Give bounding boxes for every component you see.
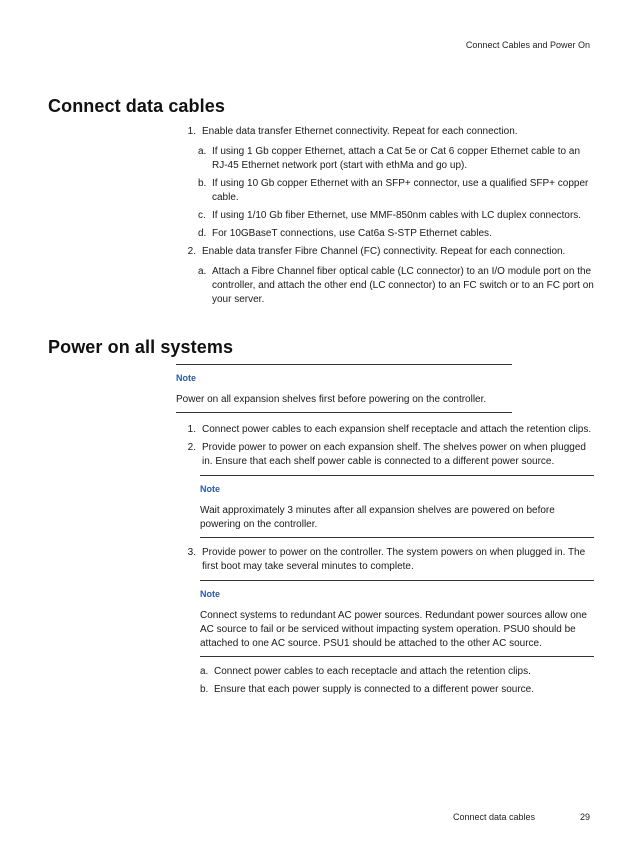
substep-text: If using 1/10 Gb fiber Ethernet, use MMF-850nm cables with LC duplex connectors. <box>212 210 582 221</box>
substep-text: If using 10 Gb copper Ethernet with an SFP+ connector, use a qualified SFP+ copper cable. <box>212 178 589 203</box>
section-title-connect-data-cables: Connect data cables <box>48 96 225 116</box>
substep-1b <box>198 177 594 205</box>
power-substep-3a <box>200 665 594 679</box>
note-label: Note <box>200 589 220 599</box>
substep-letter: a. <box>198 146 207 157</box>
substep-letter: c. <box>198 210 206 221</box>
step-text: Enable data transfer Ethernet connectivity. Repeat for each connection. <box>202 126 518 137</box>
note-box <box>200 475 594 538</box>
note-box <box>200 580 594 657</box>
substep-1c <box>198 209 594 223</box>
note-text: Connect systems to redundant AC power sources. Redundant power sources allow one AC source to fail or be serviced without impacting system operation. PSU0 should be attached to one AC source. PSU1 should be attached to the other AC source. <box>200 610 587 649</box>
page-number: 29 <box>580 812 591 822</box>
power-step-2 <box>176 441 594 469</box>
running-header: Connect Cables and Power On <box>465 40 590 50</box>
substep-letter: b. <box>198 178 207 189</box>
step-2 <box>176 245 594 307</box>
connect-data-cables-steps <box>176 125 594 311</box>
step-number: 3. <box>187 547 196 558</box>
footer-section-title: Connect data cables <box>453 812 536 822</box>
note-box <box>176 364 512 413</box>
power-substep-3b <box>200 683 594 697</box>
note-label: Note <box>176 373 196 383</box>
substep-1d <box>198 227 594 241</box>
note-label: Note <box>200 484 220 494</box>
step-text: Enable data transfer Fibre Channel (FC) connectivity. Repeat for each connection. <box>202 246 566 257</box>
power-on-steps <box>176 364 594 701</box>
step-1 <box>176 125 594 241</box>
step-text: Connect power cables to each expansion shelf receptacle and attach the retention clips. <box>202 424 592 435</box>
substep-letter: a. <box>198 266 207 277</box>
power-step-1 <box>176 423 594 437</box>
power-step-3 <box>176 546 594 574</box>
substep-text: For 10GBaseT connections, use Cat6a S-STP Ethernet cables. <box>212 228 492 239</box>
substep-text: If using 1 Gb copper Ethernet, attach a Cat 5e or Cat 6 copper Ethernet cable to an RJ-45 Ethernet network port (start with ethMa and go up). <box>212 146 581 171</box>
substep-text: Connect power cables to each receptacle and attach the retention clips. <box>214 666 531 677</box>
step-number: 1. <box>187 424 196 435</box>
substep-text: Attach a Fibre Channel fiber optical cable (LC connector) to an I/O module port on the controller, and attach the other end (LC connector) to an FC switch or to an FC port on your server. <box>212 266 594 305</box>
step-number: 2. <box>187 246 196 257</box>
step-number: 1. <box>187 126 196 137</box>
note-text: Power on all expansion shelves first before powering on the controller. <box>176 394 487 405</box>
note-text: Wait approximately 3 minutes after all expansion shelves are powered on before powering on the controller. <box>200 505 555 530</box>
substep-1a <box>198 145 594 173</box>
substep-letter: a. <box>200 666 209 677</box>
substep-text: Ensure that each power supply is connected to a different power source. <box>214 684 535 695</box>
step-number: 2. <box>187 442 196 453</box>
step-text: Provide power to power on the controller. The system powers on when plugged in. The first boot may take several minutes to complete. <box>202 547 586 572</box>
substep-letter: d. <box>198 228 207 239</box>
substep-2a <box>198 265 594 307</box>
section-title-power-on: Power on all systems <box>48 337 234 357</box>
step-text: Provide power to power on each expansion shelf. The shelves power on when plugged in. Ensure that each shelf power cable is connected to a different power source. <box>202 442 586 467</box>
substep-letter: b. <box>200 684 209 695</box>
